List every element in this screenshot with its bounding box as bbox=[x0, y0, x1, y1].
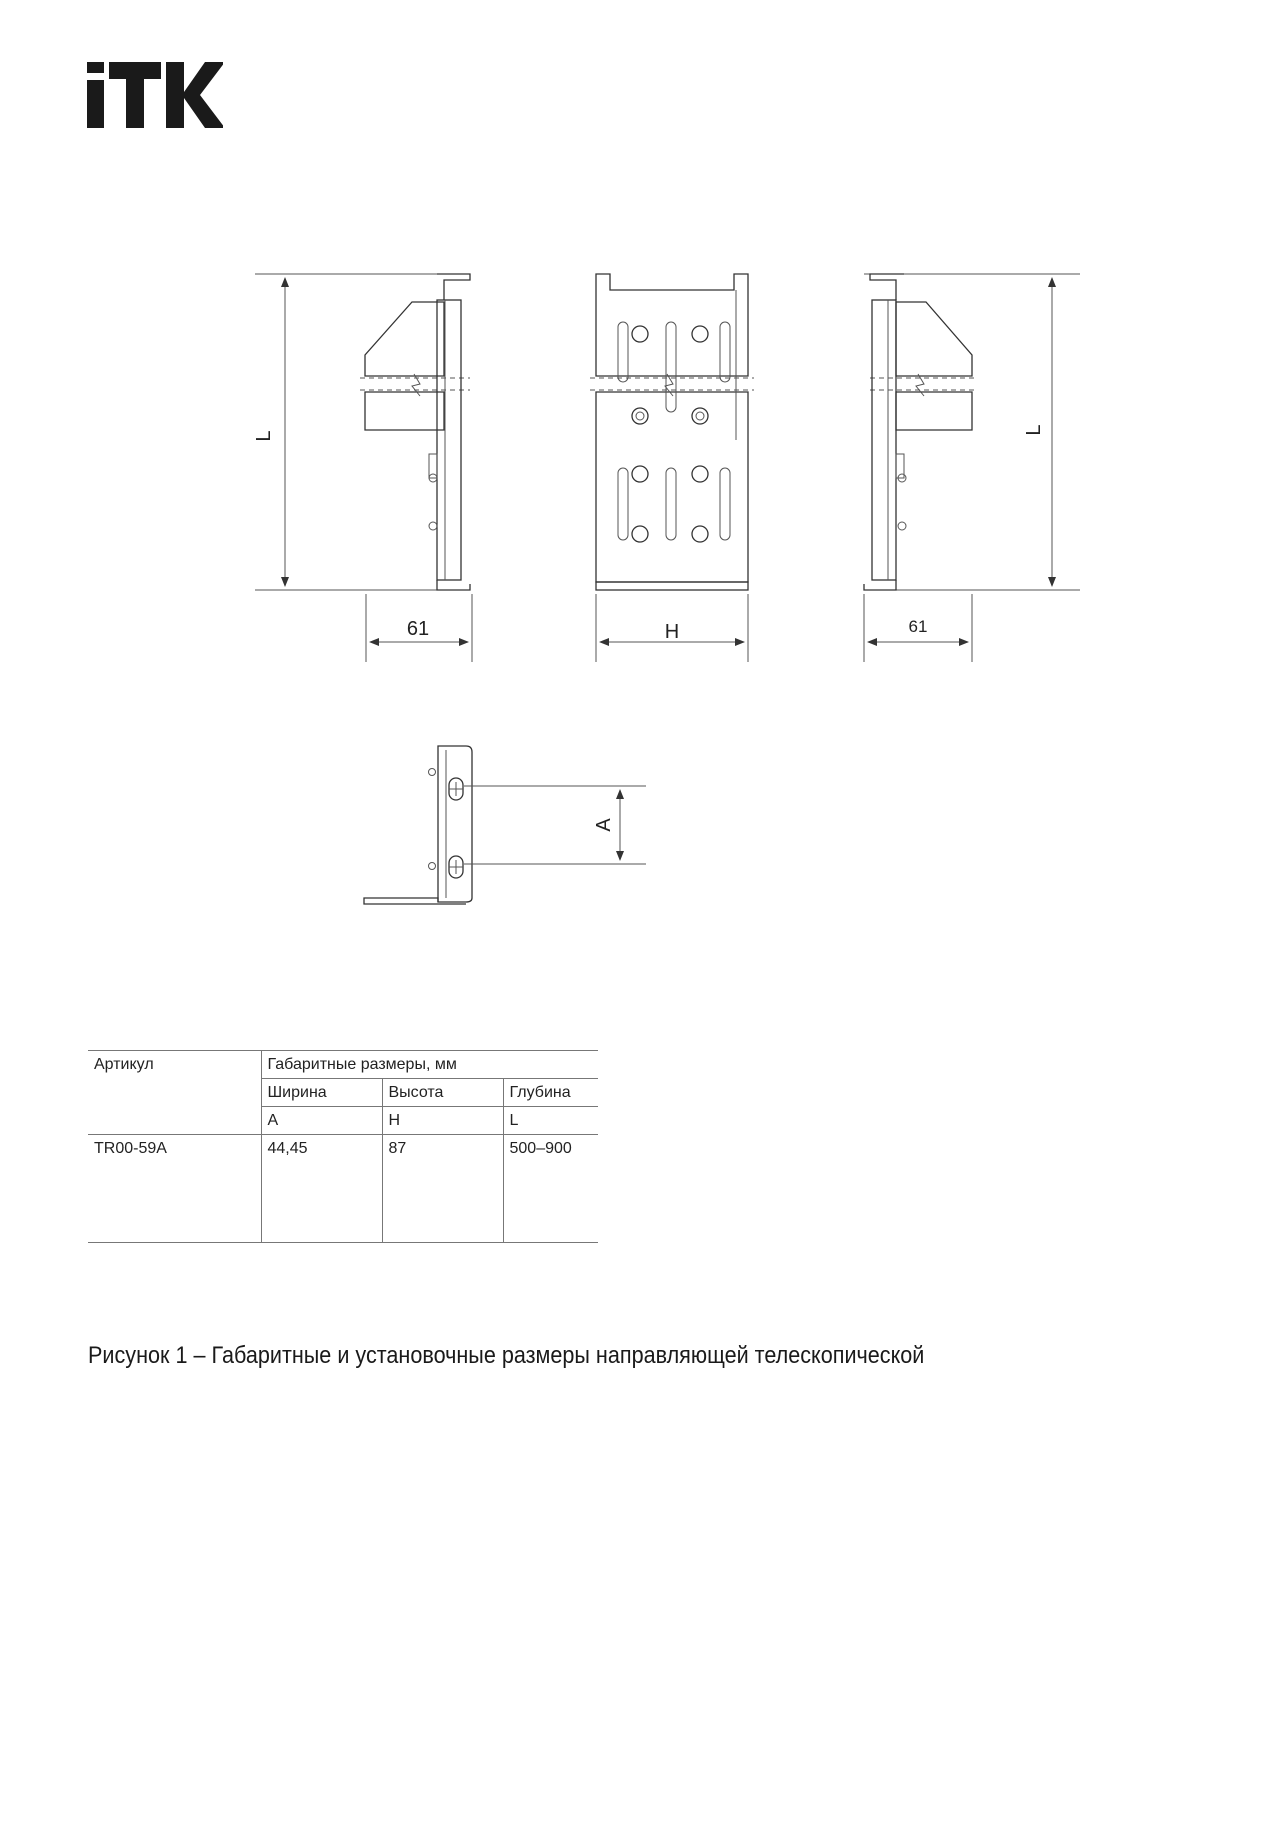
front-view bbox=[590, 274, 754, 662]
bracket-detail-view bbox=[364, 746, 646, 904]
dim-label-61-right: 61 bbox=[908, 617, 928, 636]
dim-label-h: H bbox=[664, 621, 680, 643]
left-side-view bbox=[253, 274, 472, 662]
symbol-l: L bbox=[503, 1107, 598, 1135]
symbol-a: A bbox=[261, 1107, 382, 1135]
figure-caption: Рисунок 1 – Габаритные и установочные размеры направляющей телескопической bbox=[88, 1342, 925, 1369]
table-row bbox=[88, 1135, 598, 1243]
header-article: Артикул bbox=[88, 1051, 261, 1135]
cell-width: 44,45 bbox=[261, 1135, 382, 1243]
specs-table bbox=[88, 1050, 598, 1243]
header-width: Ширина bbox=[261, 1079, 382, 1107]
dim-label-l-left: L bbox=[253, 430, 275, 442]
dim-label-61-left: 61 bbox=[406, 618, 430, 640]
header-height: Высота bbox=[382, 1079, 503, 1107]
cell-depth: 500–900 bbox=[503, 1135, 598, 1243]
header-dimensions-group: Габаритные размеры, мм bbox=[261, 1051, 598, 1079]
dim-label-a: A bbox=[593, 818, 615, 832]
right-side-view bbox=[864, 274, 1080, 662]
header-depth: Глубина bbox=[503, 1079, 598, 1107]
symbol-h: H bbox=[382, 1107, 503, 1135]
dim-label-l-right: L bbox=[1023, 424, 1045, 436]
table-header-row bbox=[88, 1051, 598, 1079]
cell-article: TR00-59A bbox=[88, 1135, 261, 1243]
cell-height: 87 bbox=[382, 1135, 503, 1243]
